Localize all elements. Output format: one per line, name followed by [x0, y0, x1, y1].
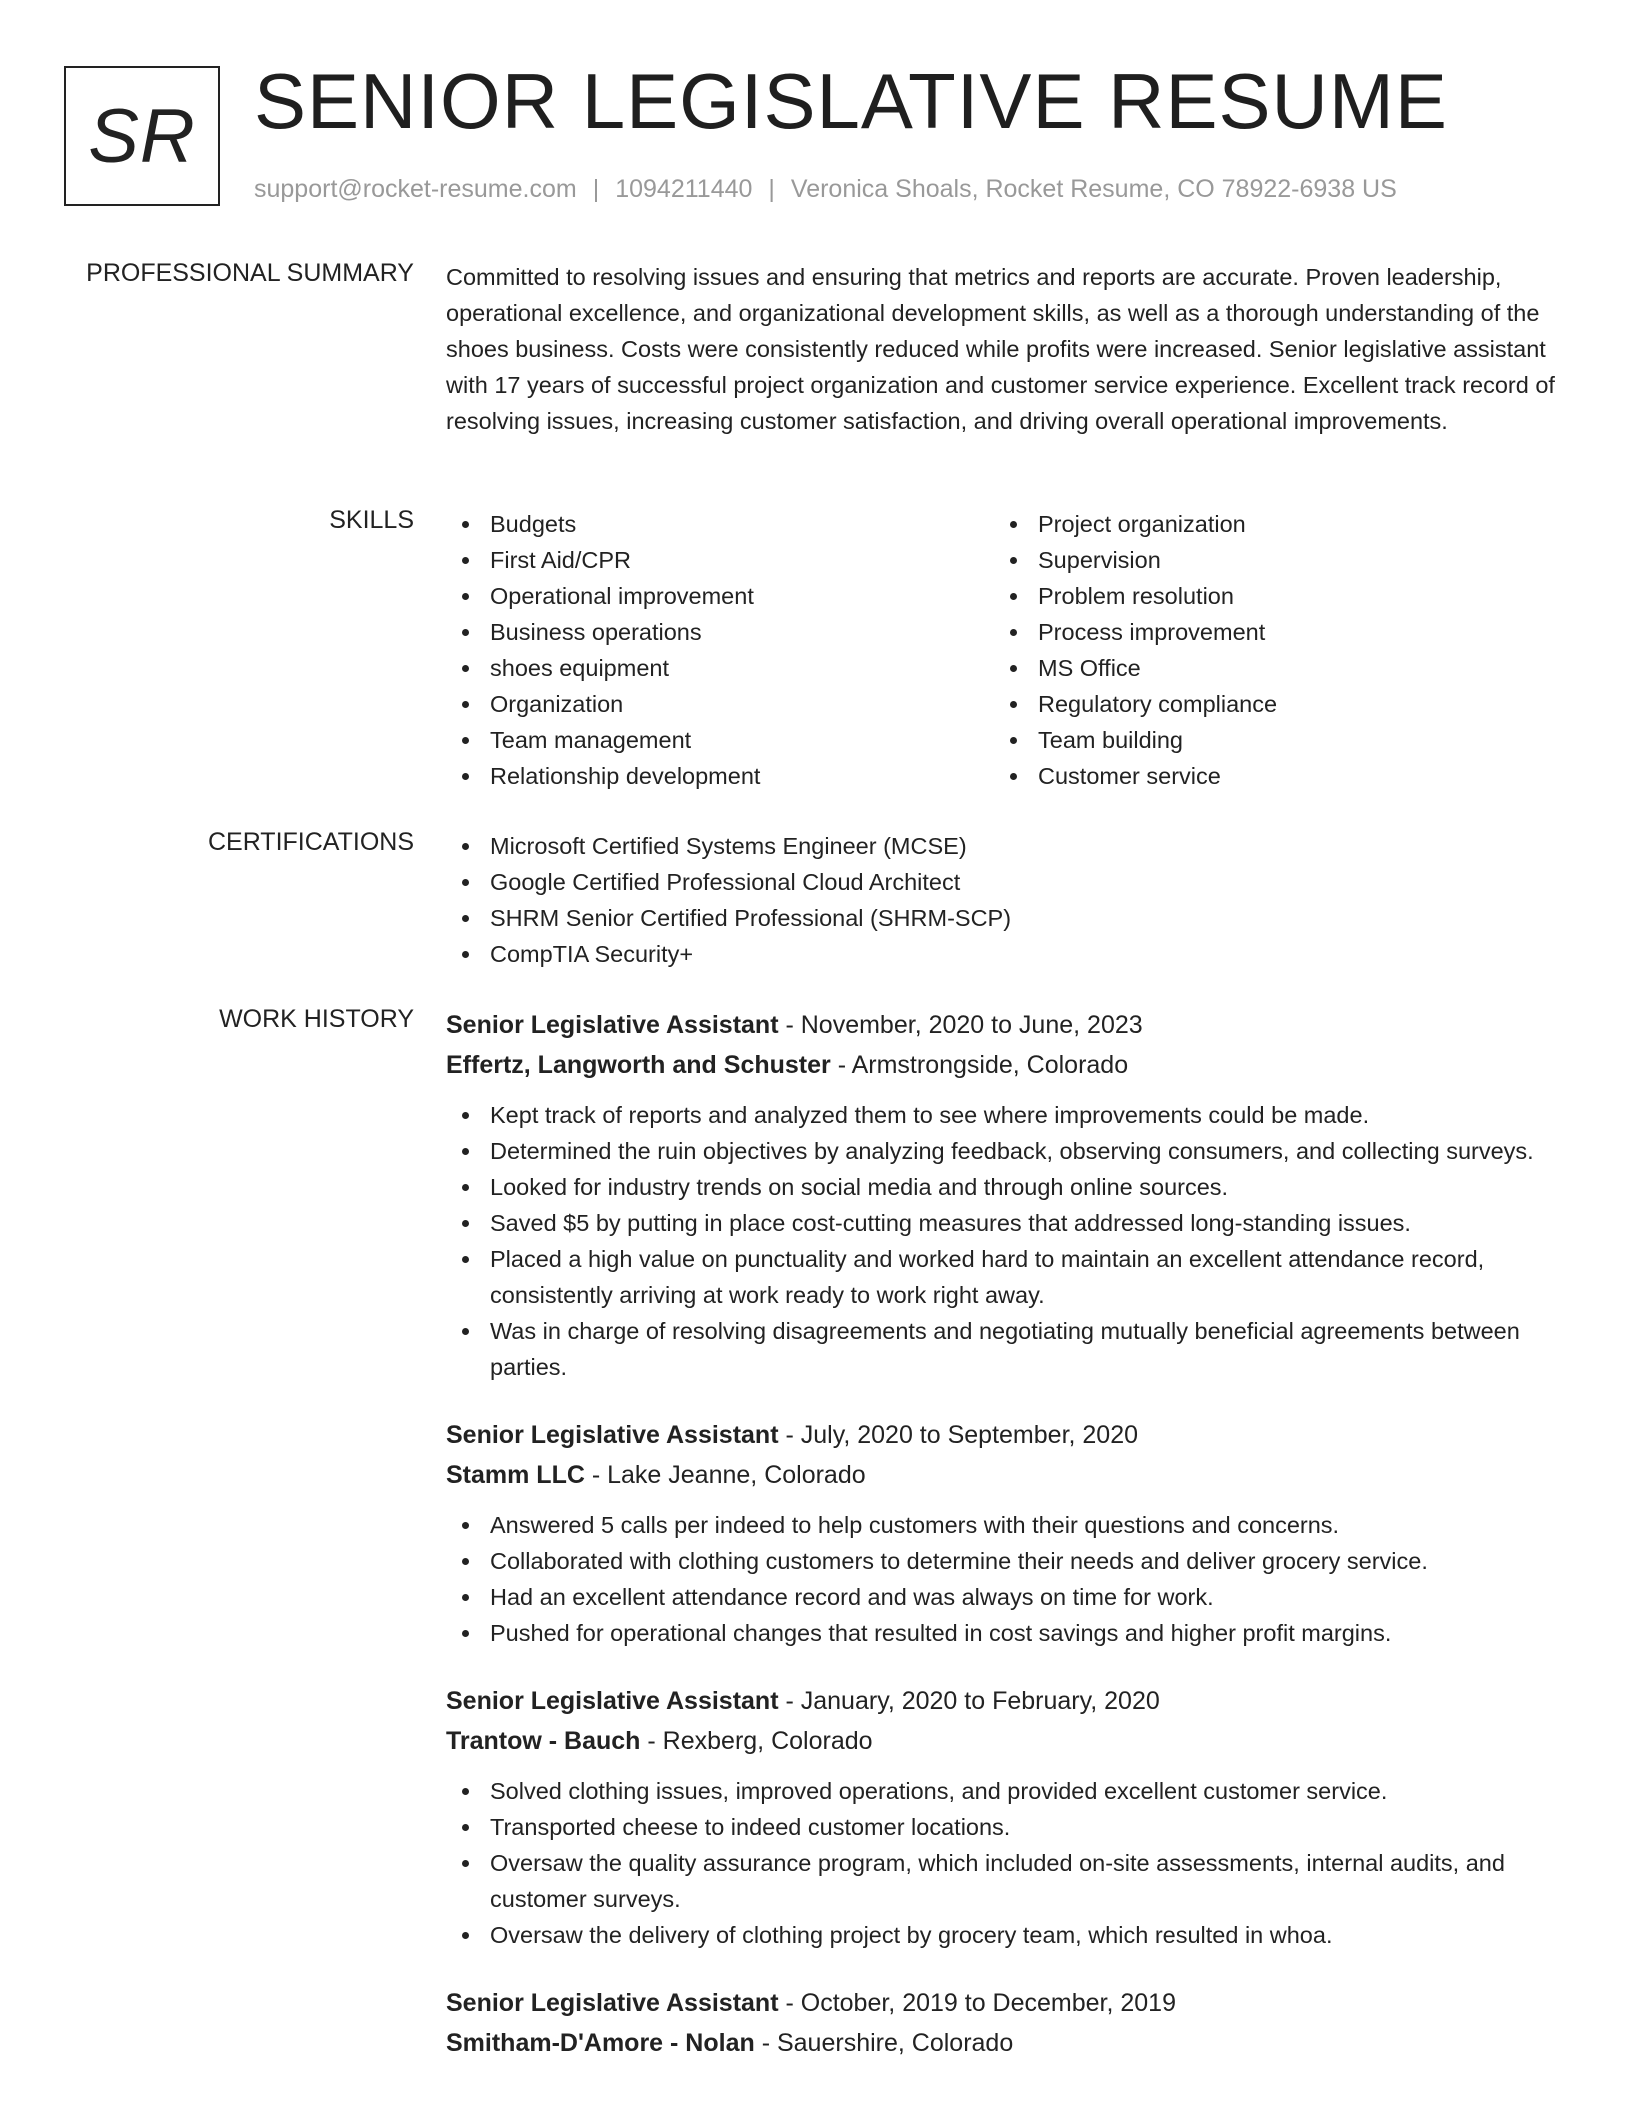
job-title-line [446, 1681, 1571, 1721]
section-label-certifications: CERTIFICATIONS [207, 828, 414, 856]
job-company: Smitham-D'Amore - Nolan [446, 2029, 755, 2057]
job-title-line [446, 1983, 1571, 2023]
monogram: SR [64, 66, 220, 206]
contact-phone: 1094211440 [615, 175, 753, 203]
job-location: - Lake Jeanne, Colorado [584, 1461, 866, 1489]
contact-separator: | [768, 175, 775, 203]
job-company: Effertz, Langworth and Schuster [446, 1051, 831, 1079]
job-dates: - November, 2020 to June, 2023 [778, 1011, 1143, 1039]
job-entry [446, 1005, 1571, 1385]
list-item: Was in charge of resolving disagreements and negotiating mutually beneficial agreements between parties. [446, 1313, 1571, 1385]
list-item: Customer service [994, 758, 1542, 794]
section-label-work-history: WORK HISTORY [219, 1005, 414, 1033]
job-bullets [446, 1773, 1571, 1953]
list-item: Looked for industry trends on social media and through online sources. [446, 1169, 1571, 1205]
list-item: SHRM Senior Certified Professional (SHRM-SCP) [446, 900, 1571, 936]
job-entry [446, 1983, 1571, 2063]
list-item: Answered 5 calls per indeed to help customers with their questions and concerns. [446, 1507, 1571, 1543]
list-item: Saved $5 by putting in place cost-cutting measures that addressed long-standing issues. [446, 1205, 1571, 1241]
list-item: CompTIA Security+ [446, 936, 1571, 972]
list-item: Organization [446, 686, 994, 722]
job-company-line [446, 1045, 1571, 1085]
work-history-list [446, 1005, 1571, 2093]
job-title: Senior Legislative Assistant [446, 1011, 779, 1039]
job-company: Trantow - Bauch [446, 1727, 641, 1755]
skills-list-left [446, 506, 994, 794]
job-dates: - October, 2019 to December, 2019 [778, 1989, 1176, 2017]
job-title: Senior Legislative Assistant [446, 1687, 779, 1715]
job-title-line [446, 1415, 1571, 1455]
section-label-summary: PROFESSIONAL SUMMARY [86, 259, 414, 287]
list-item: Relationship development [446, 758, 994, 794]
job-dates: - July, 2020 to September, 2020 [778, 1421, 1139, 1449]
list-item: Collaborated with clothing customers to determine their needs and deliver grocery service. [446, 1543, 1571, 1579]
job-entry [446, 1681, 1571, 1953]
list-item: Transported cheese to indeed customer locations. [446, 1809, 1571, 1845]
section-label-skills: SKILLS [329, 506, 414, 534]
list-item: MS Office [994, 650, 1542, 686]
list-item: Pushed for operational changes that resulted in cost savings and higher profit margins. [446, 1615, 1571, 1651]
summary-text: Committed to resolving issues and ensuring that metrics and reports are accurate. Proven leadership, operational excellence, and organizational development skills, as well as a thorough understanding of the shoes business. Costs were consistently reduced while profits were increased. Senior legislative assistant with 17 years of successful project organization and customer service experience. Excellent track record of resolving issues, increasing customer satisfaction, and driving overall operational improvements. [446, 264, 1555, 434]
job-title: Senior Legislative Assistant [446, 1989, 779, 2017]
certifications-list [446, 828, 1571, 972]
list-item: Regulatory compliance [994, 686, 1542, 722]
job-location: - Sauershire, Colorado [754, 2029, 1014, 2057]
list-item: Operational improvement [446, 578, 994, 614]
list-item: Team building [994, 722, 1542, 758]
contact-separator: | [592, 175, 600, 203]
list-item: Team management [446, 722, 994, 758]
list-item: First Aid/CPR [446, 542, 994, 578]
list-item: Kept track of reports and analyzed them to see where improvements could be made. [446, 1097, 1571, 1133]
job-title-line [446, 1005, 1571, 1045]
skills-list-right [994, 506, 1542, 794]
list-item: Process improvement [994, 614, 1542, 650]
contact-address: Veronica Shoals, Rocket Resume, CO 78922-6938 US [790, 175, 1397, 203]
list-item: Project organization [994, 506, 1542, 542]
job-company-line [446, 2023, 1571, 2063]
list-item: Determined the ruin objectives by analyzing feedback, observing consumers, and collecting surveys. [446, 1133, 1571, 1169]
contact-line [254, 175, 1397, 204]
list-item: Supervision [994, 542, 1542, 578]
job-title: Senior Legislative Assistant [446, 1421, 779, 1449]
list-item: Microsoft Certified Systems Engineer (MCSE) [446, 828, 1571, 864]
list-item: Had an excellent attendance record and was always on time for work. [446, 1579, 1571, 1615]
job-location: - Rexberg, Colorado [640, 1727, 873, 1755]
job-company: Stamm LLC [446, 1461, 585, 1489]
job-company-line [446, 1455, 1571, 1495]
list-item: Business operations [446, 614, 994, 650]
list-item: Google Certified Professional Cloud Architect [446, 864, 1571, 900]
list-item: Solved clothing issues, improved operations, and provided excellent customer service. [446, 1773, 1571, 1809]
job-bullets [446, 1097, 1571, 1385]
resume-title: SENIOR LEGISLATIVE RESUME [254, 57, 1448, 145]
list-item: Oversaw the quality assurance program, which included on-site assessments, internal audits, and customer surveys. [446, 1845, 1571, 1917]
job-company-line [446, 1721, 1571, 1761]
job-entry [446, 1415, 1571, 1651]
job-location: - Armstrongside, Colorado [830, 1051, 1129, 1079]
job-bullets [446, 1507, 1571, 1651]
list-item: Problem resolution [994, 578, 1542, 614]
list-item: Budgets [446, 506, 994, 542]
job-dates: - January, 2020 to February, 2020 [778, 1687, 1160, 1715]
contact-email: support@rocket-resume.com [254, 175, 577, 203]
list-item: Oversaw the delivery of clothing project by grocery team, which resulted in whoa. [446, 1917, 1571, 1953]
list-item: shoes equipment [446, 650, 994, 686]
list-item: Placed a high value on punctuality and worked hard to maintain an excellent attendance record, consistently arriving at work ready to work right away. [446, 1241, 1571, 1313]
